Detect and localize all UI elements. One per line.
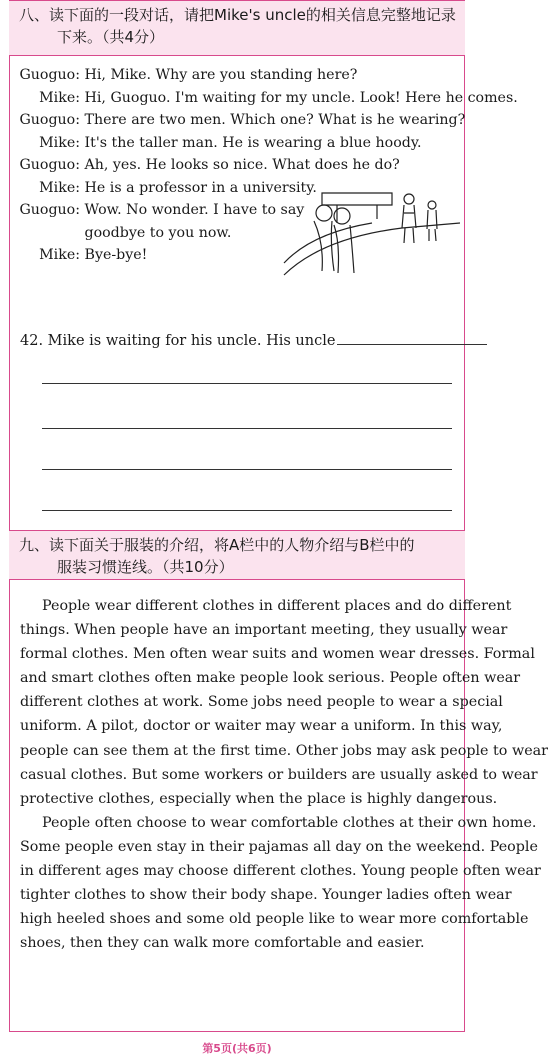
speaker-label: Guoguo: (19, 157, 80, 173)
passage-line: uniform. A pilot, doctor or waiter may wear a uniform. In this way, (20, 718, 503, 735)
dialogue-text: Hi, Mike. Why are you standing here? (84, 67, 358, 83)
dialogue-text: Hi, Guoguo. I'm waiting for my uncle. Look! Here he comes. (84, 89, 518, 106)
passage-line: high heeled shoes and some old people like to wear more comfortable (20, 911, 529, 928)
section-8-header-line1: 八、读下面的一段对话，请把Mike's uncle的相关信息完整地记录 (19, 6, 456, 24)
speaker-label: Mike: (39, 89, 80, 106)
paragraph-2 (20, 811, 541, 956)
passage-line: formal clothes. Men often wear suits and women wear dresses. Formal (20, 646, 535, 663)
passage-line: and smart clothes often make people look serious. People often wear (20, 670, 521, 687)
speaker-label: Mike: (39, 247, 80, 263)
dialogue-line (14, 132, 518, 155)
speaker-label: Guoguo: (19, 202, 80, 218)
answer-line[interactable] (42, 383, 452, 384)
passage-line: protective clothes, especially when the place is highly dangerous. (20, 790, 498, 807)
street-scene-illustration (282, 183, 462, 278)
dialogue-line (14, 64, 518, 87)
passage-line: tighter clothes to show their body shape. Younger ladies often wear (20, 887, 512, 904)
passage-line: People often choose to wear comfortable clothes at their own home. (42, 814, 537, 831)
section-9-header-line1: 九、读下面关于服装的介绍，将A栏中的人物介绍与B栏中的 (19, 536, 415, 554)
dialogue-line (14, 109, 518, 132)
passage-line: different clothes at work. Some jobs need people to wear a special (20, 694, 503, 711)
dialogue-text: Ah, yes. He looks so nice. What does he do? (84, 157, 400, 173)
paragraph-1 (20, 594, 548, 811)
section-8-header (9, 0, 465, 56)
question-42-text: 42. Mike is waiting for his uncle. His uncle (20, 333, 336, 349)
answer-blank[interactable] (337, 330, 487, 345)
answer-line[interactable] (42, 510, 452, 511)
dialogue-text: It's the taller man. He is wearing a blue hoody. (84, 134, 422, 151)
dialogue-text: goodbye to you now. (84, 224, 232, 241)
speaker-label: Guoguo: (19, 112, 80, 128)
dialogue-text: Wow. No wonder. I have to say (84, 202, 305, 218)
dialogue-line (14, 154, 518, 177)
passage-line: Some people even stay in their pajamas all day on the weekend. People (20, 838, 538, 855)
dialogue-line (14, 87, 518, 110)
answer-line[interactable] (42, 428, 452, 429)
speaker-label: Mike: (39, 134, 80, 151)
section-9-header (9, 530, 465, 580)
passage-line: shoes, then they can walk more comfortable and easier. (20, 935, 425, 952)
passage-line: people can see them at the first time. Other jobs may ask people to wear (20, 742, 548, 759)
dialogue-text: He is a professor in a university. (84, 179, 317, 196)
dialogue-text: Bye-bye! (84, 247, 148, 263)
page-number: 第5页(共6页) (202, 1042, 272, 1055)
speaker-label: Mike: (39, 179, 80, 196)
passage-line: casual clothes. But some workers or builders are usually asked to wear (20, 766, 538, 783)
dialogue-text: There are two men. Which one? What is he wearing? (84, 112, 466, 128)
section-8-header-line2: 下来。（共4分） (57, 28, 165, 46)
section-9-header-line2: 服装习惯连线。（共10分） (57, 558, 234, 576)
passage-line: things. When people have an important meeting, they usually wear (20, 622, 508, 639)
answer-line[interactable] (42, 469, 452, 470)
passage-line: in different ages may choose different clothes. Young people often wear (20, 863, 541, 880)
speaker-label: Guoguo: (19, 67, 80, 83)
reading-passage (20, 594, 548, 955)
passage-line: People wear different clothes in different places and do different (42, 598, 512, 614)
question-42 (20, 330, 487, 349)
